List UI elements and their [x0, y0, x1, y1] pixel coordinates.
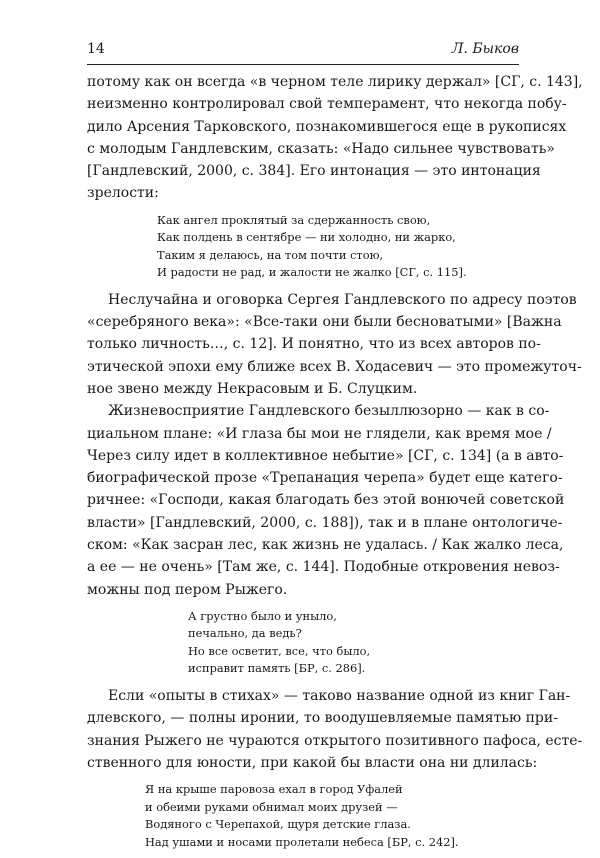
- text-line: Если «опыты в стихах» — таково название одной из книг Ган-: [108, 687, 571, 704]
- text-line: этической эпохи ему ближе всех В. Ходасевич — это промежуточ-: [87, 358, 582, 375]
- page-number: 14: [87, 41, 105, 57]
- paragraph-2: [87, 289, 582, 400]
- verse-line: Я на крыше паровоза ехал в город Уфалей: [145, 782, 403, 797]
- text-line: дило Арсения Тарковского, познакомившегося еще в рукописях: [87, 118, 567, 135]
- verse-line: исправит память [БР, с. 286].: [188, 661, 366, 676]
- verse-quote-1: [157, 212, 519, 282]
- text-line: зрелости:: [87, 185, 159, 202]
- verse-line: И радости не рад, и жалости не жалко [СГ, с. 115].: [157, 265, 467, 280]
- text-line: Неслучайна и оговорка Сергея Гандлевского по адресу поэтов: [108, 291, 577, 308]
- verse-line: Над ушами и носами пролетали небеса [БР, с. 242].: [145, 834, 459, 849]
- verse-line: Но все осветит, все, что было,: [188, 643, 371, 658]
- running-header: [87, 41, 519, 57]
- text-line: Через силу идет в коллективное небытие» [СГ, с. 134] (а в авто-: [87, 447, 564, 464]
- verse-line: А грустно было и уныло,: [188, 608, 337, 623]
- text-line: циальном плане: «И глаза бы мои не глядели, как время мое /: [87, 425, 552, 442]
- verse-quote-3: [145, 781, 519, 851]
- text-line: неизменно контролировал свой темперамент, что некогда побу-: [87, 96, 567, 113]
- running-author: Л. Быков: [451, 41, 519, 57]
- text-line: а ее — не очень» [Там же, с. 144]. Подобные откровения невоз-: [87, 559, 560, 576]
- paragraph-3: [87, 400, 565, 601]
- text-line: потому как он всегда «в черном теле лирику держал» [СГ, с. 143],: [87, 74, 583, 90]
- text-line: можны под пером Рыжего.: [87, 581, 288, 598]
- verse-line: Как полдень в сентябре — ни холодно, ни жарко,: [157, 230, 456, 245]
- text-line: «серебряного века»: «Все-таки они были бесноватыми» [Важна: [87, 314, 562, 331]
- text-line: Жизневосприятие Гандлевского безыллюзорно — как в со-: [108, 403, 550, 420]
- text-line: биографической прозе «Трепанация черепа» будет еще катего-: [87, 470, 563, 487]
- verse-line: Водяного с Черепахой, щуря детские глаза.: [145, 817, 411, 832]
- verse-line: Как ангел проклятый за сдержанность свою,: [157, 212, 431, 227]
- verse-line: печально, да ведь?: [188, 626, 302, 641]
- text-line: с молодым Гандлевским, сказать: «Надо сильнее чувствовать»: [87, 140, 555, 157]
- text-line: только личность…, с. 12]. И понятно, что из всех авторов по-: [87, 336, 541, 353]
- verse-line: и обеими руками обнимал моих друзей —: [145, 799, 398, 814]
- text-line: ное звено между Некрасовым и Б. Слуцким.: [87, 380, 418, 397]
- text-line: ском: «Как засран лес, как жизнь не удалась. / Как жалко леса,: [87, 537, 564, 554]
- header-rule: [87, 64, 519, 65]
- paragraph-1: [87, 71, 583, 205]
- text-line: ричнее: «Господи, какая благодать без этой вонючей советской: [87, 492, 565, 509]
- verse-line: Таким я делаюсь, на том почти стою,: [157, 247, 384, 262]
- paragraph-4: [87, 685, 583, 774]
- text-line: длевского, — полны иронии, то воодушевляемые памятью при-: [87, 710, 558, 727]
- body-text: [87, 71, 583, 858]
- text-line: власти» [Гандлевский, 2000, с. 188]), так и в плане онтологиче-: [87, 514, 563, 531]
- text-line: ственного для юности, при какой бы власти она ни длилась:: [87, 754, 538, 771]
- text-line: [Гандлевский, 2000, с. 384]. Его интонация — это интонация: [87, 163, 541, 180]
- verse-quote-2: [188, 608, 519, 678]
- text-line: знания Рыжего не чураются открытого позитивного пафоса, есте-: [87, 732, 583, 749]
